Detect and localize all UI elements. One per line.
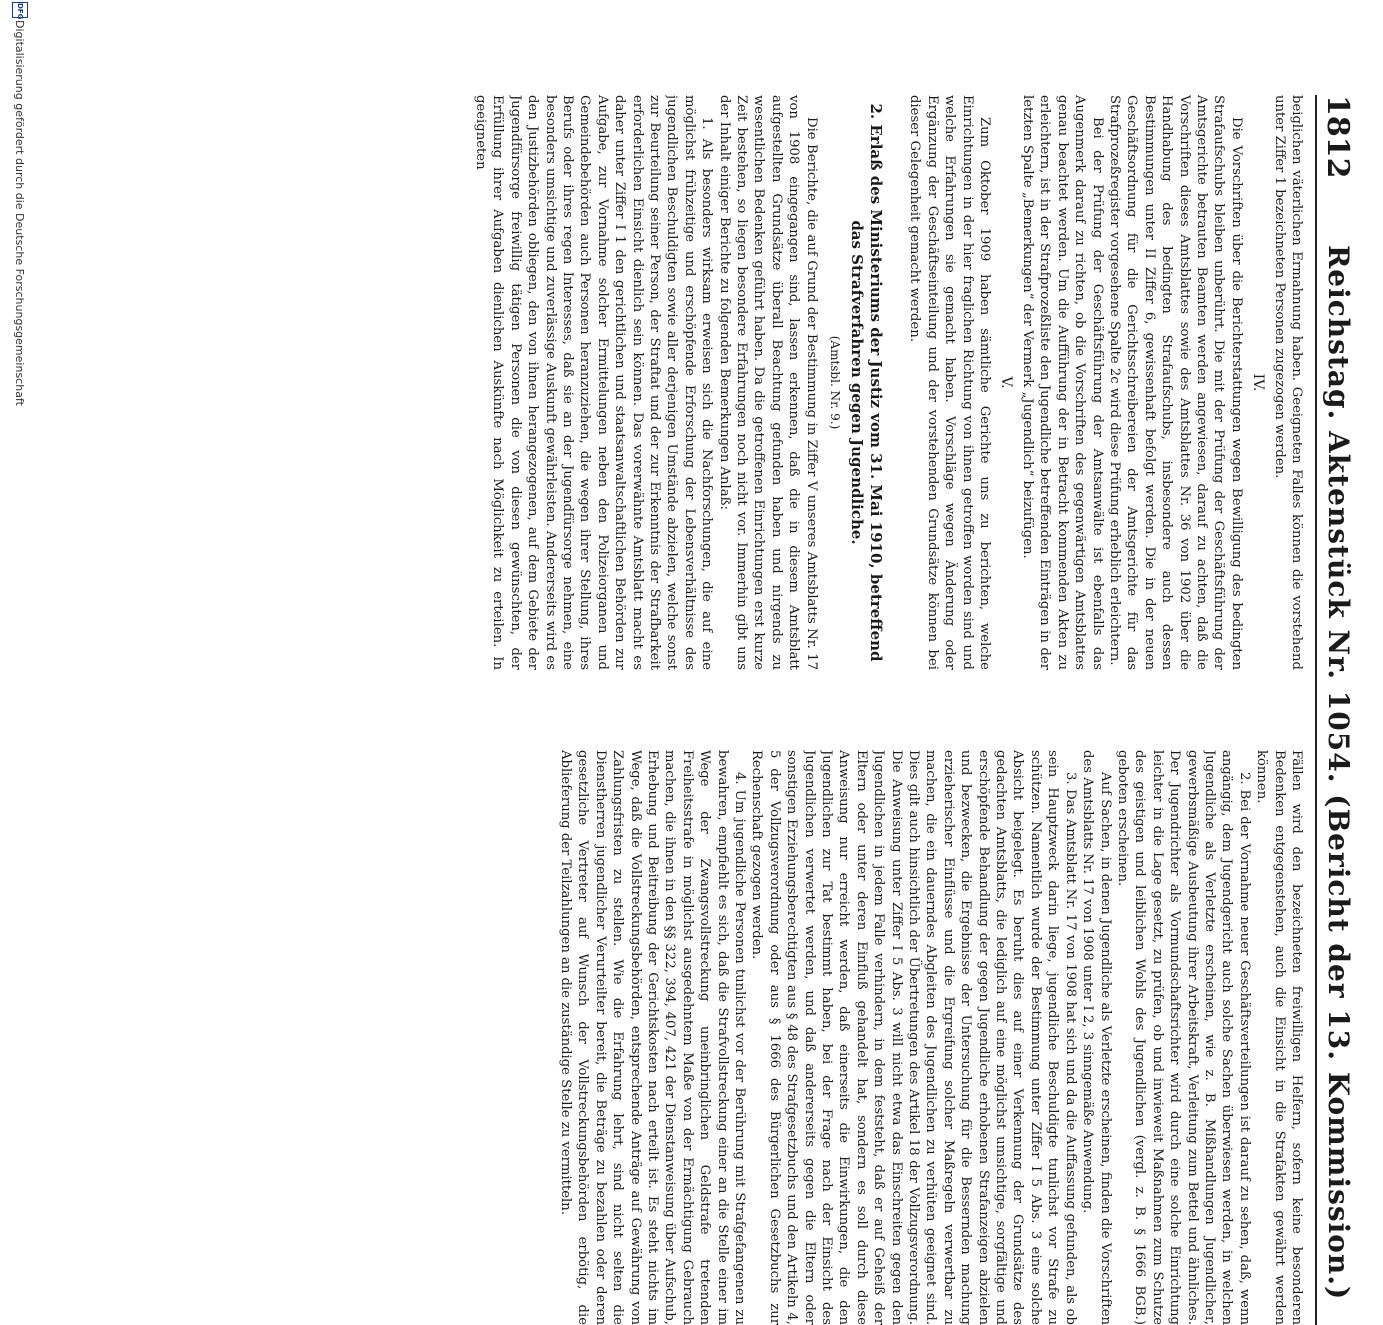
paragraph: Zum Oktober 1909 haben sämtliche Gerichte uns zu berichten, welche Einrichtungen in der hier fraglichen Richtung von ihnen getroffen worden sind und welche Erfahrungen sie gemacht haben. Vorschläge wegen Änderung oder Ergänzung der Geschäftseinteilung und der vorstehenden Grundsätze können bei dieser Gelegenheit gemacht werden. [907,95,993,670]
page-header [1315,95,1355,1325]
right-column [405,750,1305,1325]
paragraph: Die Vorschriften über die Berichterstattungen wegen Bewilligung des bedingten Strafaufschubs bleiben unberührt. Die mit der Prüfung der Geschäftsführung der Amtsgerichte betrauten Beamten werden angewiesen, darauf zu achten, daß die Vorschriften dieses Amtsblattes sowie des Amtsblattes Nr. 36 von 1902 über die Handhabung des bedingten Strafaufschubs, insbesondere auch dessen Bestimmungen unter II Ziffer 6, gewissenhaft befolgt werden. Die in der neuen Geschäftsordnung für die Gerichtsschreibereien der Amtsgerichte für das Strafprozeßregister vorgesehene Spalte 2c wird diese Prüfung erheblich erleichtern. [1106,95,1244,670]
paragraph: 2. Bei der Vornahme neuer Geschäftsverteilungen ist darauf zu sehen, daß, wenn angängig, dem Jugendgericht auch solche Sachen überwiesen werden, in welchen Jugendliche als Verletzte erscheinen, wie z. B. Mißhandlungen Jugendlicher, gewerbsmäßige Ausbeutung ihrer Arbeitskraft, Verleitung zum Bettel und ähnliches. Der Jugendrichter als Vormundschaftsrichter wird durch eine solche Einrichtung leichter in die Lage gesetzt, zu prüfen, ob und inwieweit Maßnahmen zum Schutze des geistigen und leiblichen Wohls des Jugendlichen (vergl. z. B. § 1666 BGB.) geboten erscheinen. [1114,750,1252,1325]
header-rule [1315,95,1317,1325]
paragraph: 4. Um jugendliche Personen tunlichst vor der Berührung mit Strafgefangenen zu bewahren, empfiehlt es sich, daß die Strafvollstreckung einer an die Stelle einer im Wege der Zwangsvollstreckung uneinbringlichen Geldstrafe tretenden Freiheitsstrafe in möglichst ausgedehntem Maße von der Ermächtigung Gebrauch machen, die ihnen in den §§ 322, 394, 407, 421 der Dienstanweisung über Aufschub, Erhebung und Beitreibung der Gerichtskosten nach erteilt ist. Es steht nichts im Wege, daß die Vollstreckungsbehörden, entsprechende Anträge auf Gewährung von Zahlungsfristen zu stellen. Wie die Erfahrung lehrt, sind nicht selten die Dienstherren jugendlicher Verurteilter bereit, die Beträge zu bezahlen oder deren gesetzliche Vertreter auf Wunsch der Vollstreckungsbehörden erbötig, die Ablieferung der Teilzahlungen an die zuständige Stelle zu vermitteln. [557,750,747,1325]
spacer [895,95,896,670]
dfg-logo-icon: DFG [12,2,28,18]
paragraph: Auf Sachen, in denen Jugendliche als Verletzte erscheinen, finden die Vorschriften des Amtsblatts Nr. 17 von 1908 unter I 2, 3 sinngemäße Anwendung. [1080,750,1113,1325]
decree-heading: 2. Erlaß des Ministeriums der Justiz vom 31. Mai 1910, betreffend das Strafverfahren gegen Jugendliche. [848,103,886,662]
section-heading-v: V. [998,376,1015,389]
running-title: Reichstag. Aktenstück Nr. 1054. (Bericht der 13. Kommission.) [1322,245,1355,1301]
decree-source: (Amtsbl. Nr. 9.) [828,335,843,430]
paragraph: Die Berichte, die auf Grund der Bestimmung in Ziffer V unseres Amtsblatts Nr. 17 von 1908 eingegangen sind, lassen erkennen, daß die in diesem Amtsblatt aufgestellten Grundsätze überall Beachtung gefunden haben und nirgends zu wesentlichen Bedenken geführt haben. Da die getroffenen Einrichtungen erst kurze Zeit bestehen, so liegen besondere Erfahrungen noch nicht vor. Immerhin gibt uns der Inhalt einiger Berichte zu folgenden Bemerkungen Anlaß: [716,95,819,670]
page-number: 1812 [1320,95,1355,179]
paragraph: 1. Als besonders wirksam erweisen sich die Nachforschungen, die auf eine möglichst frühzeitige und erschöpfende Erforschung der Lebensverhältnisse des jugendlichen Beschuldigten sowie aller derjenigen Umstände abzielen, welche sonst zur Beurteilung seiner Person, der Straftat und der zur Erkenntnis der Strafbarkeit erforderlichen Einsicht dienlich sein können. Das vorerwähnte Amtsblatt macht es daher unter Ziffer I 1 den gerichtlichen und staatsanwaltschaftlichen Behörden zur Aufgabe, zur Vornahme solcher Ermittelungen neben den Polizeiorganen und Gemeindebehörden auch Personen heranzuziehen, die wegen ihrer Stellung, ihres Berufs oder ihres regen Interesses, daß sie an der Jugendfürsorge nehmen, eine besonders umsichtige und zuverlässige Auskunft gewährleisten. Andererseits wird es den Justizbehörden obliegen, den von ihnen herangezogenen, auf dem Gebiete der Jugendfürsorge freiwillig tätigen Personen die von diesen gewünschten, der Erfüllung ihrer Aufgaben dienlichen Auskünfte nach Möglichkeit zu erteilen. In geeigneten [472,95,715,670]
funding-note: Digitalisierung gefördert durch die Deutsche Forschungsgemeinschaft [13,20,26,406]
paragraph: Fällen wird den bezeichneten freiwilligen Helfern, sofern keine besonderen Bedenken entgegenstehen, auch die Einsicht in die Strafakten gewährt werden können. [1254,750,1304,1325]
page-footer [6,0,30,1000]
left-column [405,95,1305,670]
paragraph: 3. Das Amtsblatt Nr. 17 von 1908 hat sich und da die Auffassung gefunden, als ob sein Hauptzweck darin liege, jugendliche Beschuldigte tunlichst vor Strafe zu schützen. Namentlich wurde der Bestimmung unter Ziffer I 5 Abs. 3 eine solche Absicht beigelegt. Es beruht dies auf einer Verkennung der Grundsätze des gedachten Amtsblatts, die lediglich auf eine möglichst umsichtige, sorgfältige und erschöpfende Behandlung der gegen Jugendliche erhobenen Strafanzeigen abzielen und bezwecken, die Ergebnisse der Untersuchung für die Bessernden machung erzieherischer Einflüsse und die Ergreifung solcher Maßregeln verwertbar zu machen, die ein dauerndes Abgleiten des Jugendlichen zu verhüten geeignet sind. Dies gilt auch hinsichtlich der Übertretungen des Artikel 18 der Vollzugsverordnung. Die Anweisung unter Ziffer I 5 Abs. 3 will nicht etwa das Einschreiten gegen den Jugendlichen in jedem Falle verhindern, in dem feststeht, daß er auf Geheiß der Eltern oder unter deren Einfluß gehandelt hat, sondern es soll durch diese Anweisung nur erreicht werden, daß einerseits die Einwirkungen, die den Jugendlichen zur Tat bestimmt haben, bei der Frage nach der Einsicht des Jugendlichen verwertet werden, und daß andererseits gegen die Eltern oder sonstigen Erziehungsberechtigten aus § 48 des Strafgesetzbuchs und den Artikeln 4, 5 der Vollzugsverordnung oder aus § 1666 des Bürgerlichen Gesetzbuchs zur Rechenschaft gezogen werden. [749,750,1078,1325]
paragraph: beiglichen väterlichen Ermahnung haben. Geeigneten Falles können die vorstehend unter Ziffer 1 bezeichneten Personen zugezogen werden. [1271,95,1304,670]
section-heading-iv: IV. [1250,373,1267,392]
paragraph: Bei der Prüfung der Geschäftsführung der Amtsanwälte ist ebenfalls das Augenmerk darauf zu richten, ob die Vorschriften des gegenwärtigen Amtsblattes genau beachtet werden. Um die Aufführung der in Betracht kommenden Akten zu erleichtern, ist in der Strafprozeßliste den Jugendliche betreffenden Einträgen in der letzten Spalte „Bemerkungen“ der Vermerk „Jugendlich“ beizufügen. [1019,95,1105,670]
